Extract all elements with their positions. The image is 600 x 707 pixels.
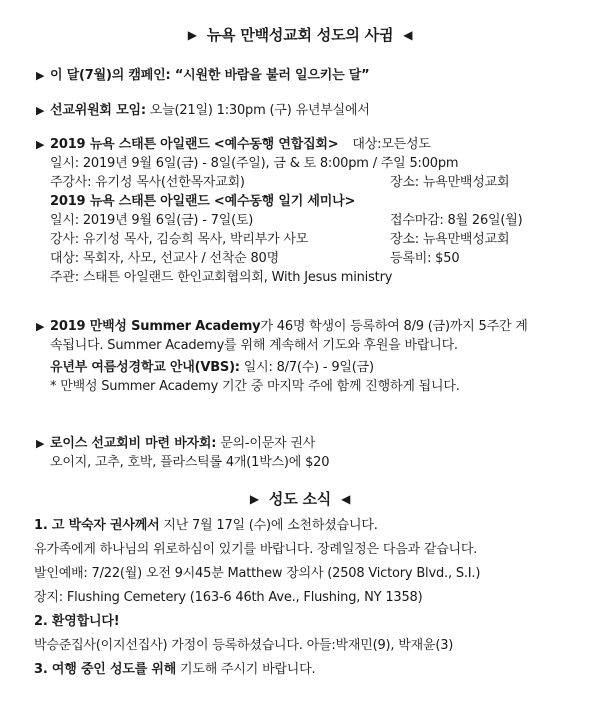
vbs-note: * 만백성 Summer Academy 기간 중 마지막 주에 함께 진행하게 됩니다. [50, 379, 460, 394]
bazaar-label: 로이스 선교회비 마련 바자회: [50, 436, 217, 451]
list-item-campaign [36, 66, 580, 85]
mission-meeting-text: 오늘(21일) 1:30pm (구) 유년부실에서 [145, 103, 370, 118]
seminar-deadline: 접수마감: 8월 26일(월) [390, 213, 523, 228]
seminar-date: 일시: 2019년 9월 6일(금) - 7일(토) [50, 213, 254, 228]
seminar-host: 주관: 스태튼 아일랜드 한인교회협의회, With Jesus ministry [50, 270, 393, 285]
bazaar-details: 오이지, 고추, 호박, 플라스틱롤 4개(1박스)에 $20 [50, 455, 330, 470]
news-1-line4: 장지: Flushing Cemetery (163-6 46th Ave., Flushing, NY 1358) [34, 590, 423, 605]
news-item-3 [34, 658, 590, 682]
seminar-place: 장소: 뉴욕만백성교회 [390, 232, 510, 247]
seminar-title: 2019 뉴욕 스태튼 아일랜드 <예수동행 일기 세미나> [50, 194, 356, 209]
summer-academy-label: 2019 만백성 Summer Academy [50, 319, 261, 334]
page-title: 뉴욕 만백성교회 성도의 사귐 [206, 26, 394, 44]
news-2-label: 2. 환영합니다! [34, 614, 120, 629]
revival-place: 장소: 뉴욕만백성교회 [390, 175, 510, 190]
triangle-bullet-icon: ▶ [36, 138, 45, 151]
news-header [0, 488, 600, 509]
news-1-text: 지난 7월 17일 (수)에 소천하셨습니다. [159, 518, 378, 533]
triangle-right-icon: ▶ [187, 27, 197, 42]
revival-date: 일시: 2019년 9월 6일(금) - 8일(주일), 금 & 토 8:00pm / 주일 5:00pm [50, 156, 459, 171]
news-1-line2: 유가족에게 하나님의 위로하심이 있기를 바랍니다. 장례일정은 다음과 같습니다. [34, 542, 478, 557]
list-item-summer-academy [36, 317, 580, 396]
revival-title: 2019 뉴욕 스태튼 아일랜드 <예수동행 연합집회> [50, 137, 339, 152]
vbs-text: 일시: 8/7(수) - 9일(금) [239, 360, 374, 375]
news-2-line2: 박승준집사(이지선집사) 가정이 등록하셨습니다. 아들:박재민(9), 박재윤(3) [34, 638, 454, 653]
seminar-target: 대상: 목회자, 사모, 선교사 / 선착순 80명 [50, 251, 279, 266]
triangle-bullet-icon: ▶ [36, 104, 45, 117]
page-header [0, 24, 600, 45]
news-3-label: 3. 여행 중인 성도를 위해 [34, 662, 177, 677]
campaign-label: 이 달(7월)의 캠페인: [50, 68, 171, 83]
campaign-text: “시원한 바람을 불러 일으키는 달” [170, 68, 370, 83]
news-3-text: 기도해 주시기 바랍니다. [176, 662, 316, 677]
triangle-right-icon: ▶ [249, 491, 259, 506]
triangle-bullet-icon: ▶ [36, 437, 45, 450]
vbs-label: 유년부 여름성경학교 안내(VBS): [50, 360, 240, 375]
seminar-speakers: 강사: 유기성 목사, 김승희 목사, 박리부가 사모 [50, 232, 309, 247]
seminar-fee: 등록비: $50 [390, 251, 460, 266]
news-title: 성도 소식 [268, 490, 332, 508]
bazaar-text: 문의-이문자 권사 [216, 436, 316, 451]
list-item-bazaar [36, 434, 580, 472]
revival-target: 대상:모든성도 [352, 137, 431, 152]
list-item-mission-meeting [36, 101, 580, 120]
revival-speaker: 주강사: 유기성 목사(선한목자교회) [50, 175, 245, 190]
triangle-left-icon: ◀ [403, 27, 413, 42]
summer-academy-text: 가 46명 학생이 등록하여 8/9 (금)까지 5주간 계속됩니다. Summer Academy를 위해 계속해서 기도와 후원을 바랍니다. [50, 319, 528, 353]
news-1-label: 1. 고 박숙자 권사께서 [34, 518, 160, 533]
triangle-left-icon: ◀ [341, 491, 351, 506]
list-item-revival [36, 135, 580, 287]
news-list [34, 514, 590, 682]
mission-meeting-label: 선교위원회 모임: [50, 103, 146, 118]
triangle-bullet-icon: ▶ [36, 69, 45, 82]
news-1-line3: 발인예배: 7/22(월) 오전 9시45분 Matthew 장의사 (2508 Victory Blvd., S.I.) [34, 566, 481, 581]
news-item-1 [34, 514, 590, 538]
triangle-bullet-icon: ▶ [36, 320, 45, 333]
